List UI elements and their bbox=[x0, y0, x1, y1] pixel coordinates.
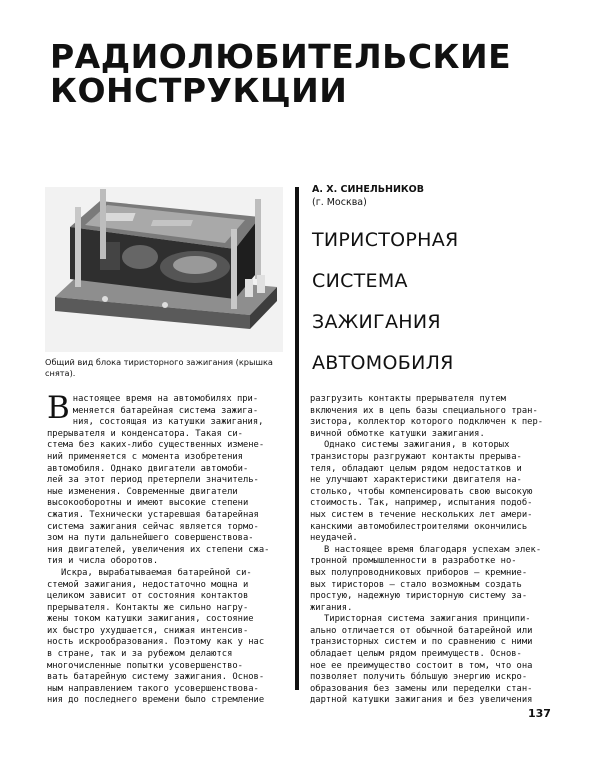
vertical-divider bbox=[295, 187, 299, 690]
text-line: ния, состоящая из катушки зажигания, bbox=[72, 417, 264, 428]
article-title bbox=[312, 226, 459, 390]
text-line: Тиристорная система зажигания принципи- bbox=[324, 614, 531, 625]
text-line: лей за этот период претерпели значитель- bbox=[47, 475, 259, 486]
text-line: зистора, коллектор которого подключен к пер- bbox=[310, 417, 544, 428]
text-line: Искра, вырабатываемая батарейной си- bbox=[61, 567, 252, 578]
text-line: дартной катушки зажигания и без увеличения bbox=[310, 695, 533, 706]
paragraph bbox=[47, 390, 287, 568]
article-title-line: АВТОМОБИЛЯ bbox=[312, 352, 454, 374]
paragraph bbox=[310, 545, 553, 615]
text-line: многочисленные попытки усовершенство- bbox=[47, 660, 243, 671]
text-line: транзисторы разгружают контакты прерыва- bbox=[310, 451, 522, 462]
text-line: вичной обмотке катушки зажигания. bbox=[310, 428, 485, 439]
text-line: зом на пути дальнейшего совершенствова- bbox=[47, 533, 254, 544]
paragraph bbox=[310, 440, 553, 544]
text-line: автомобиля. Однако двигатели автомоби- bbox=[47, 463, 249, 474]
thyristor-unit-illustration bbox=[45, 187, 283, 352]
section-title bbox=[50, 37, 512, 110]
text-line: их быстро ухудшается, снижая интенсив- bbox=[47, 625, 249, 636]
right-column bbox=[310, 394, 553, 707]
paragraph bbox=[310, 394, 553, 440]
text-line: в стране, так и за рубежом делаются bbox=[47, 649, 233, 660]
author-block bbox=[312, 183, 424, 209]
text-line: обладает целым рядом преимуществ. Основ- bbox=[310, 649, 522, 660]
text-line: не улучшают характеристики двигателя на- bbox=[310, 475, 522, 486]
text-line: В настоящее время благодаря успехам элек- bbox=[324, 544, 542, 555]
device-photo bbox=[45, 187, 283, 352]
text-line: ний применяется с момента изобретения bbox=[47, 451, 243, 462]
text-line: ния двигателей, увеличения их степени сжа- bbox=[47, 544, 270, 555]
page-number: 137 bbox=[528, 707, 551, 720]
text-line: включения их в цепь базы специального тран- bbox=[310, 405, 538, 416]
left-column bbox=[47, 390, 287, 707]
text-line: стемой зажигания, недостаточно мощна и bbox=[47, 579, 249, 590]
article-title-line: ТИРИСТОРНАЯ bbox=[312, 229, 459, 251]
text-line: стоимость. Так, например, испытания подоб- bbox=[310, 498, 533, 509]
text-line: тронной промышленности в разработке но- bbox=[310, 556, 517, 567]
text-line: простую, надежную тиристорную систему за- bbox=[310, 591, 528, 602]
article-title-line: ЗАЖИГАНИЯ bbox=[312, 311, 441, 333]
text-line: вых полупроводниковых приборов — кремние- bbox=[310, 567, 528, 578]
text-line: неудачей. bbox=[310, 533, 358, 544]
text-line: ных систем в течение нескольких лет амери- bbox=[310, 509, 533, 520]
text-line: канскими автомобилестроителями окончились bbox=[310, 521, 528, 532]
text-line: ное ее преимущество состоит в том, что она bbox=[310, 660, 533, 671]
text-line: тия и числа оборотов. bbox=[47, 556, 159, 567]
text-line: ным направлением такого усовершенствова- bbox=[47, 683, 259, 694]
text-line: позволяет получить бо́льшую энергию искро- bbox=[310, 672, 528, 683]
text-line: меняется батарейная система зажига- bbox=[72, 405, 259, 416]
text-line: прерывателя и конденсатора. Такая си- bbox=[47, 428, 243, 439]
text-line: жигания. bbox=[310, 602, 353, 613]
text-line: система зажигания сейчас является тормо- bbox=[47, 521, 259, 532]
text-line: ально отличается от обычной батарейной или bbox=[310, 625, 533, 636]
text-line: целиком зависит от состояния контактов bbox=[47, 591, 249, 602]
text-line: вать батарейную систему зажигания. Основ- bbox=[47, 672, 265, 683]
text-line: Однако системы зажигания, в которых bbox=[324, 440, 510, 451]
text-line: стема без каких-либо существенных измене- bbox=[47, 440, 265, 451]
photo-caption: Общий вид блока тиристорного зажигания (крышка снята). bbox=[45, 357, 273, 378]
text-line: ния до последнего времени было стремление bbox=[47, 695, 265, 706]
text-line: образования без замены или переделки стан- bbox=[310, 683, 533, 694]
author-city: (г. Москва) bbox=[312, 197, 367, 208]
section-title-line: КОНСТРУКЦИИ bbox=[50, 71, 348, 110]
text-line: вых тиристоров — стало возможным создать bbox=[310, 579, 522, 590]
drop-cap: В bbox=[47, 390, 70, 426]
article-title-line: СИСТЕМА bbox=[312, 270, 408, 292]
paragraph bbox=[47, 568, 287, 707]
text-line: высокооборотны и имеют высокие степени bbox=[47, 498, 249, 509]
section-title-line: РАДИОЛЮБИТЕЛЬСКИЕ bbox=[50, 37, 512, 76]
text-line: жены током катушки зажигания, состояние bbox=[47, 614, 254, 625]
text-line: прерывателя. Контакты же сильно нагру- bbox=[47, 602, 249, 613]
text-line: разгрузить контакты прерывателя путем bbox=[310, 394, 506, 404]
text-line: настоящее время на автомобилях при- bbox=[72, 394, 259, 404]
text-line: транзисторных систем и по сравнению с ними bbox=[310, 637, 533, 648]
text-line: ные изменения. Современные двигатели bbox=[47, 486, 238, 497]
text-line: столько, чтобы компенсировать свою высокую bbox=[310, 486, 533, 497]
author-name: А. Х. СИНЕЛЬНИКОВ bbox=[312, 184, 424, 195]
text-line: ность искрообразования. Поэтому как у нас bbox=[47, 637, 265, 648]
text-line: теля, обладают целым рядом недостатков и bbox=[310, 463, 522, 474]
paragraph bbox=[310, 614, 553, 707]
text-line: сжатия. Технически устаревшая батарейная bbox=[47, 509, 259, 520]
